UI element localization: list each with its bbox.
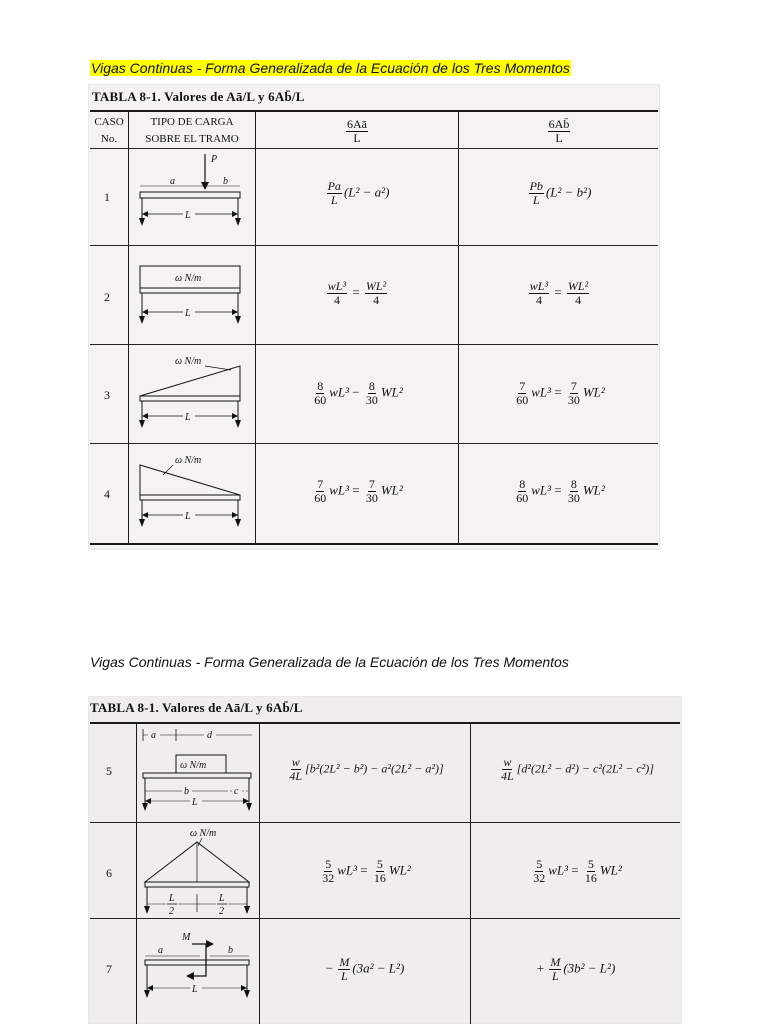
case-number: 4 [104, 487, 110, 501]
heading-top: Vigas Continuas - Forma Generalizada de la Ecuación de los Tres Momentos [91, 60, 570, 76]
rule [90, 722, 680, 724]
diagram-case-2-uniform-load [135, 254, 250, 342]
diagram-case-3-triangular-load [135, 352, 250, 442]
formula-case-2-a: $\frac{\text{wL³}}{4}$ = $\frac{\text{WL²}}{4}$ [327, 279, 387, 307]
diagram-case-7-applied-moment [140, 922, 258, 1020]
header-tipo-carga: TIPO DE CARGA SOBRE EL TRAMO [145, 116, 239, 145]
header-6Ab-over-L: $\frac{6Ab̄}{L}$ [548, 117, 570, 145]
rule [90, 918, 680, 919]
header-6Aa-over-L: $\frac{6Aā}{L}$ [347, 117, 367, 145]
svg-text:c: c [234, 786, 239, 797]
header-caso: CASO No. [94, 116, 124, 145]
svg-text:2: 2 [169, 906, 174, 917]
formula-case-5-b: $\frac{w}{4L}$ [d²(2L² − d²) − c²(2L² − c²)] [501, 755, 654, 783]
formula-case-3-b: $\frac{7}{60}$ wL³ = $\frac{7}{30}$ WL² [516, 379, 605, 407]
svg-text:ω N/m: ω N/m [175, 273, 202, 284]
svg-text:L: L [185, 308, 191, 319]
formula-case-4-a: $\frac{7}{60}$ wL³ = $\frac{7}{30}$ WL² [314, 477, 403, 505]
rule [90, 245, 658, 246]
svg-text:2: 2 [219, 906, 224, 917]
formula-case-2-b: $\frac{\text{wL³}}{4}$ = $\frac{\text{WL²}}{4}$ [529, 279, 589, 307]
svg-text:L: L [185, 210, 191, 221]
svg-text:L: L [169, 893, 175, 904]
svg-text:L: L [219, 893, 225, 904]
case-number: 7 [106, 962, 112, 976]
table-title-top: TABLA 8-1. Valores de Aā/L y 6Ab̄/L [92, 89, 305, 104]
svg-text:L: L [192, 984, 198, 995]
case-number: 5 [106, 764, 112, 778]
case-number: 2 [104, 290, 110, 304]
formula-case-6-b: $\frac{5}{32}$ wL³ = $\frac{5}{16}$ WL² [533, 857, 622, 885]
svg-text:b: b [184, 786, 189, 797]
formula-case-5-a: $\frac{w}{4L}$ [b²(2L² − b²) − a²(2L² − a²)] [289, 755, 444, 783]
rule [128, 111, 129, 543]
svg-text:d: d [207, 730, 212, 741]
svg-text:ω N/m: ω N/m [180, 760, 207, 771]
table-title-bottom: TABLA 8-1. Valores de Aā/L y 6Ab̄/L [90, 700, 303, 715]
svg-text:a: a [170, 176, 175, 187]
svg-text:L: L [192, 797, 198, 808]
formula-case-3-a: $\frac{8}{60}$ wL³ − $\frac{8}{30}$ WL² [314, 379, 403, 407]
heading-bottom: Vigas Continuas - Forma Generalizada de la Ecuación de los Tres Momentos [90, 654, 569, 670]
svg-text:L: L [185, 412, 191, 423]
diagram-case-5-partial-uniform-load [140, 725, 258, 820]
formula-case-1-b: $\frac{Pb}{L}$ (L² − b²) [529, 179, 592, 207]
formula-case-6-a: $\frac{5}{32}$ wL³ = $\frac{5}{16}$ WL² [322, 857, 411, 885]
svg-text:b: b [223, 176, 228, 187]
rule [90, 443, 658, 444]
case-number: 6 [106, 866, 112, 880]
svg-text:a: a [151, 730, 156, 741]
rule [90, 110, 658, 112]
rule [136, 723, 137, 1024]
svg-text:ω N/m: ω N/m [175, 356, 202, 367]
svg-text:a: a [158, 945, 163, 956]
diagram-case-1-point-load [135, 152, 250, 242]
svg-text:L: L [185, 511, 191, 522]
label-load-p: P [211, 154, 218, 165]
rule [90, 344, 658, 345]
diagram-case-6-symmetric-triangular-load [140, 824, 258, 918]
case-number: 1 [104, 190, 110, 204]
formula-case-1-a: $\frac{Pa}{L}$ (L² − a²) [327, 179, 390, 207]
case-number: 3 [104, 388, 110, 402]
formula-case-7-a: − $\frac{M}{L}$ (3a² − L²) [325, 955, 405, 983]
rule [90, 543, 658, 545]
rule [90, 148, 658, 149]
formula-case-7-b: + $\frac{M}{L}$ (3b² − L²) [536, 955, 616, 983]
svg-text:ω N/m: ω N/m [190, 828, 217, 839]
diagram-case-4-triangular-load [135, 451, 250, 541]
svg-text:ω N/m: ω N/m [175, 455, 202, 466]
formula-case-4-b: $\frac{8}{60}$ wL³ = $\frac{8}{30}$ WL² [516, 477, 605, 505]
svg-text:M: M [182, 932, 191, 943]
rule [90, 822, 680, 823]
svg-text:b: b [228, 945, 233, 956]
